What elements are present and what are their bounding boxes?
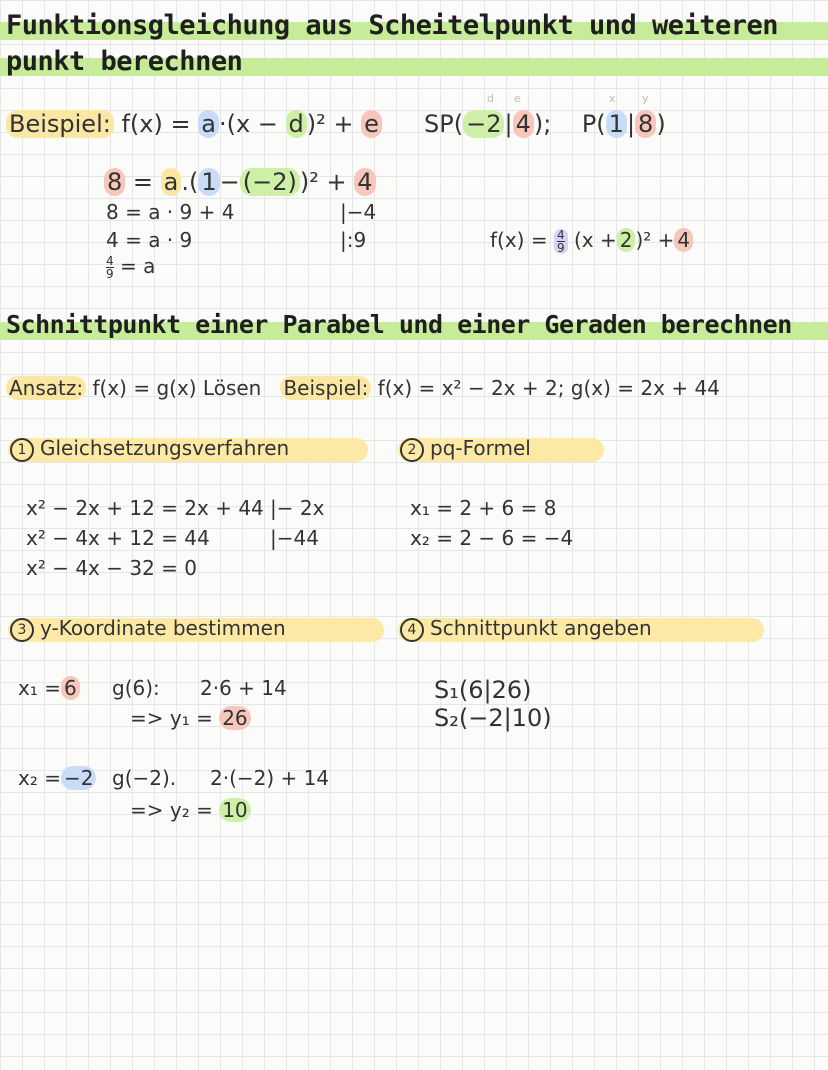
p-suffix: ) bbox=[656, 110, 666, 138]
y2-prefix: => y₂ = bbox=[130, 798, 213, 822]
calc1-frac bbox=[106, 255, 114, 280]
g6: g(6): bbox=[112, 676, 160, 700]
p-prefix: P( bbox=[581, 110, 606, 138]
formula-a: a bbox=[198, 110, 219, 138]
calc1-line4 bbox=[106, 254, 155, 280]
y1-value: 26 bbox=[219, 706, 250, 730]
calc1-result bbox=[490, 228, 693, 254]
g6-calc: 2·6 + 14 bbox=[200, 676, 287, 700]
frac-den: 9 bbox=[106, 267, 114, 281]
x1-line bbox=[18, 676, 80, 700]
step1-op1: |− 2x bbox=[270, 496, 325, 520]
step3-header bbox=[10, 616, 286, 642]
result-mid: (x + bbox=[573, 228, 617, 252]
step4-header bbox=[400, 616, 652, 642]
step2-header bbox=[400, 436, 531, 462]
calc1-m2: (−2) bbox=[240, 168, 300, 196]
y2-line bbox=[130, 798, 251, 822]
y2-value: 10 bbox=[219, 798, 250, 822]
step4-label: Schnittpunkt angeben bbox=[430, 616, 652, 640]
sp-y: 4 bbox=[513, 110, 534, 138]
points-given bbox=[424, 110, 666, 138]
result-prefix: f(x) = bbox=[490, 228, 548, 252]
step1-line2: x² − 4x + 12 = 44 bbox=[26, 526, 210, 550]
calc1-8: 8 bbox=[104, 168, 125, 196]
x2-value: −2 bbox=[61, 766, 96, 790]
step1-op2: |−44 bbox=[270, 526, 319, 550]
sp-x: −2 bbox=[463, 110, 504, 138]
calc1-op1: |−4 bbox=[340, 200, 377, 224]
section-title: Schnittpunkt einer Parabel und einer Geraden berechnen bbox=[6, 310, 792, 339]
tiny-e: e bbox=[514, 92, 521, 105]
x2-line bbox=[18, 766, 96, 790]
tiny-x: x bbox=[609, 92, 616, 105]
formula-mid: ·(x − bbox=[218, 110, 278, 138]
example-heading bbox=[6, 110, 382, 138]
step4-number: 4 bbox=[400, 618, 424, 642]
step2-number: 2 bbox=[400, 438, 424, 462]
result-2: 2 bbox=[617, 228, 636, 252]
approach-label: Ansatz: bbox=[6, 376, 86, 400]
calc1-open: .( bbox=[181, 168, 199, 196]
step2-label: pq-Formel bbox=[430, 436, 531, 460]
frac-num: 4 bbox=[106, 254, 114, 268]
result-4: 4 bbox=[674, 228, 693, 252]
formula-sq: )² + bbox=[306, 110, 354, 138]
sp-prefix: SP( bbox=[424, 110, 464, 138]
approach-example-label: Beispiel: bbox=[280, 376, 371, 400]
approach-line bbox=[6, 376, 720, 400]
tiny-d: d bbox=[487, 92, 494, 105]
result-frac-num: 4 bbox=[556, 228, 565, 242]
p-x: 1 bbox=[606, 110, 627, 138]
formula-prefix: f(x) = bbox=[121, 110, 191, 138]
calc1-op2: |:9 bbox=[340, 228, 367, 252]
approach-eq: f(x) = g(x) Lösen bbox=[92, 376, 262, 400]
gm2-calc: 2·(−2) + 14 bbox=[210, 766, 330, 790]
calc1-line1 bbox=[104, 168, 376, 196]
y1-prefix: => y₁ = bbox=[130, 706, 213, 730]
step2-line2: x₂ = 2 − 6 = −4 bbox=[410, 526, 574, 550]
step1-line1: x² − 2x + 12 = 2x + 44 bbox=[26, 496, 264, 520]
step2-line1: x₁ = 2 + 6 = 8 bbox=[410, 496, 557, 520]
page-title-line2: punkt berechnen bbox=[6, 46, 243, 77]
example-label: Beispiel: bbox=[6, 110, 114, 138]
step1-header bbox=[10, 436, 289, 462]
y1-line bbox=[130, 706, 251, 730]
step1-number: 1 bbox=[10, 438, 34, 462]
step3-label: y-Koordinate bestimmen bbox=[40, 616, 286, 640]
approach-example: f(x) = x² − 2x + 2; g(x) = 2x + 44 bbox=[377, 376, 720, 400]
s1-point: S₁(6|26) bbox=[434, 676, 532, 704]
result-frac-den: 9 bbox=[556, 241, 565, 255]
calc1-1: 1 bbox=[198, 168, 219, 196]
x2-label: x₂ = bbox=[18, 766, 61, 790]
formula-e: e bbox=[361, 110, 382, 138]
page-title-line1: Funktionsgleichung aus Scheitelpunkt und weiteren bbox=[6, 10, 779, 41]
s2-point: S₂(−2|10) bbox=[434, 704, 552, 732]
formula-d: d bbox=[286, 110, 307, 138]
tiny-y: y bbox=[642, 92, 649, 105]
result-frac bbox=[554, 229, 568, 254]
x1-value: 6 bbox=[61, 676, 80, 700]
x1-label: x₁ = bbox=[18, 676, 61, 700]
sp-suffix: ); bbox=[533, 110, 552, 138]
p-sep: | bbox=[626, 110, 636, 138]
calc1-a: a bbox=[161, 168, 182, 196]
gm2: g(−2). bbox=[112, 766, 177, 790]
calc1-4: 4 bbox=[354, 168, 375, 196]
p-y: 8 bbox=[635, 110, 656, 138]
result-sq: )² + bbox=[635, 228, 675, 252]
calc1-eq: = bbox=[132, 168, 154, 196]
sp-sep: | bbox=[504, 110, 513, 138]
calc1-line4-suffix: = a bbox=[120, 254, 156, 278]
calc1-minus: − bbox=[219, 168, 240, 196]
calc1-sq: )² + bbox=[299, 168, 347, 196]
step3-number: 3 bbox=[10, 618, 34, 642]
calc1-line3: 4 = a · 9 bbox=[106, 228, 193, 252]
step1-label: Gleichsetzungsverfahren bbox=[40, 436, 290, 460]
calc1-line2: 8 = a · 9 + 4 bbox=[106, 200, 235, 224]
step1-line3: x² − 4x − 32 = 0 bbox=[26, 556, 198, 580]
